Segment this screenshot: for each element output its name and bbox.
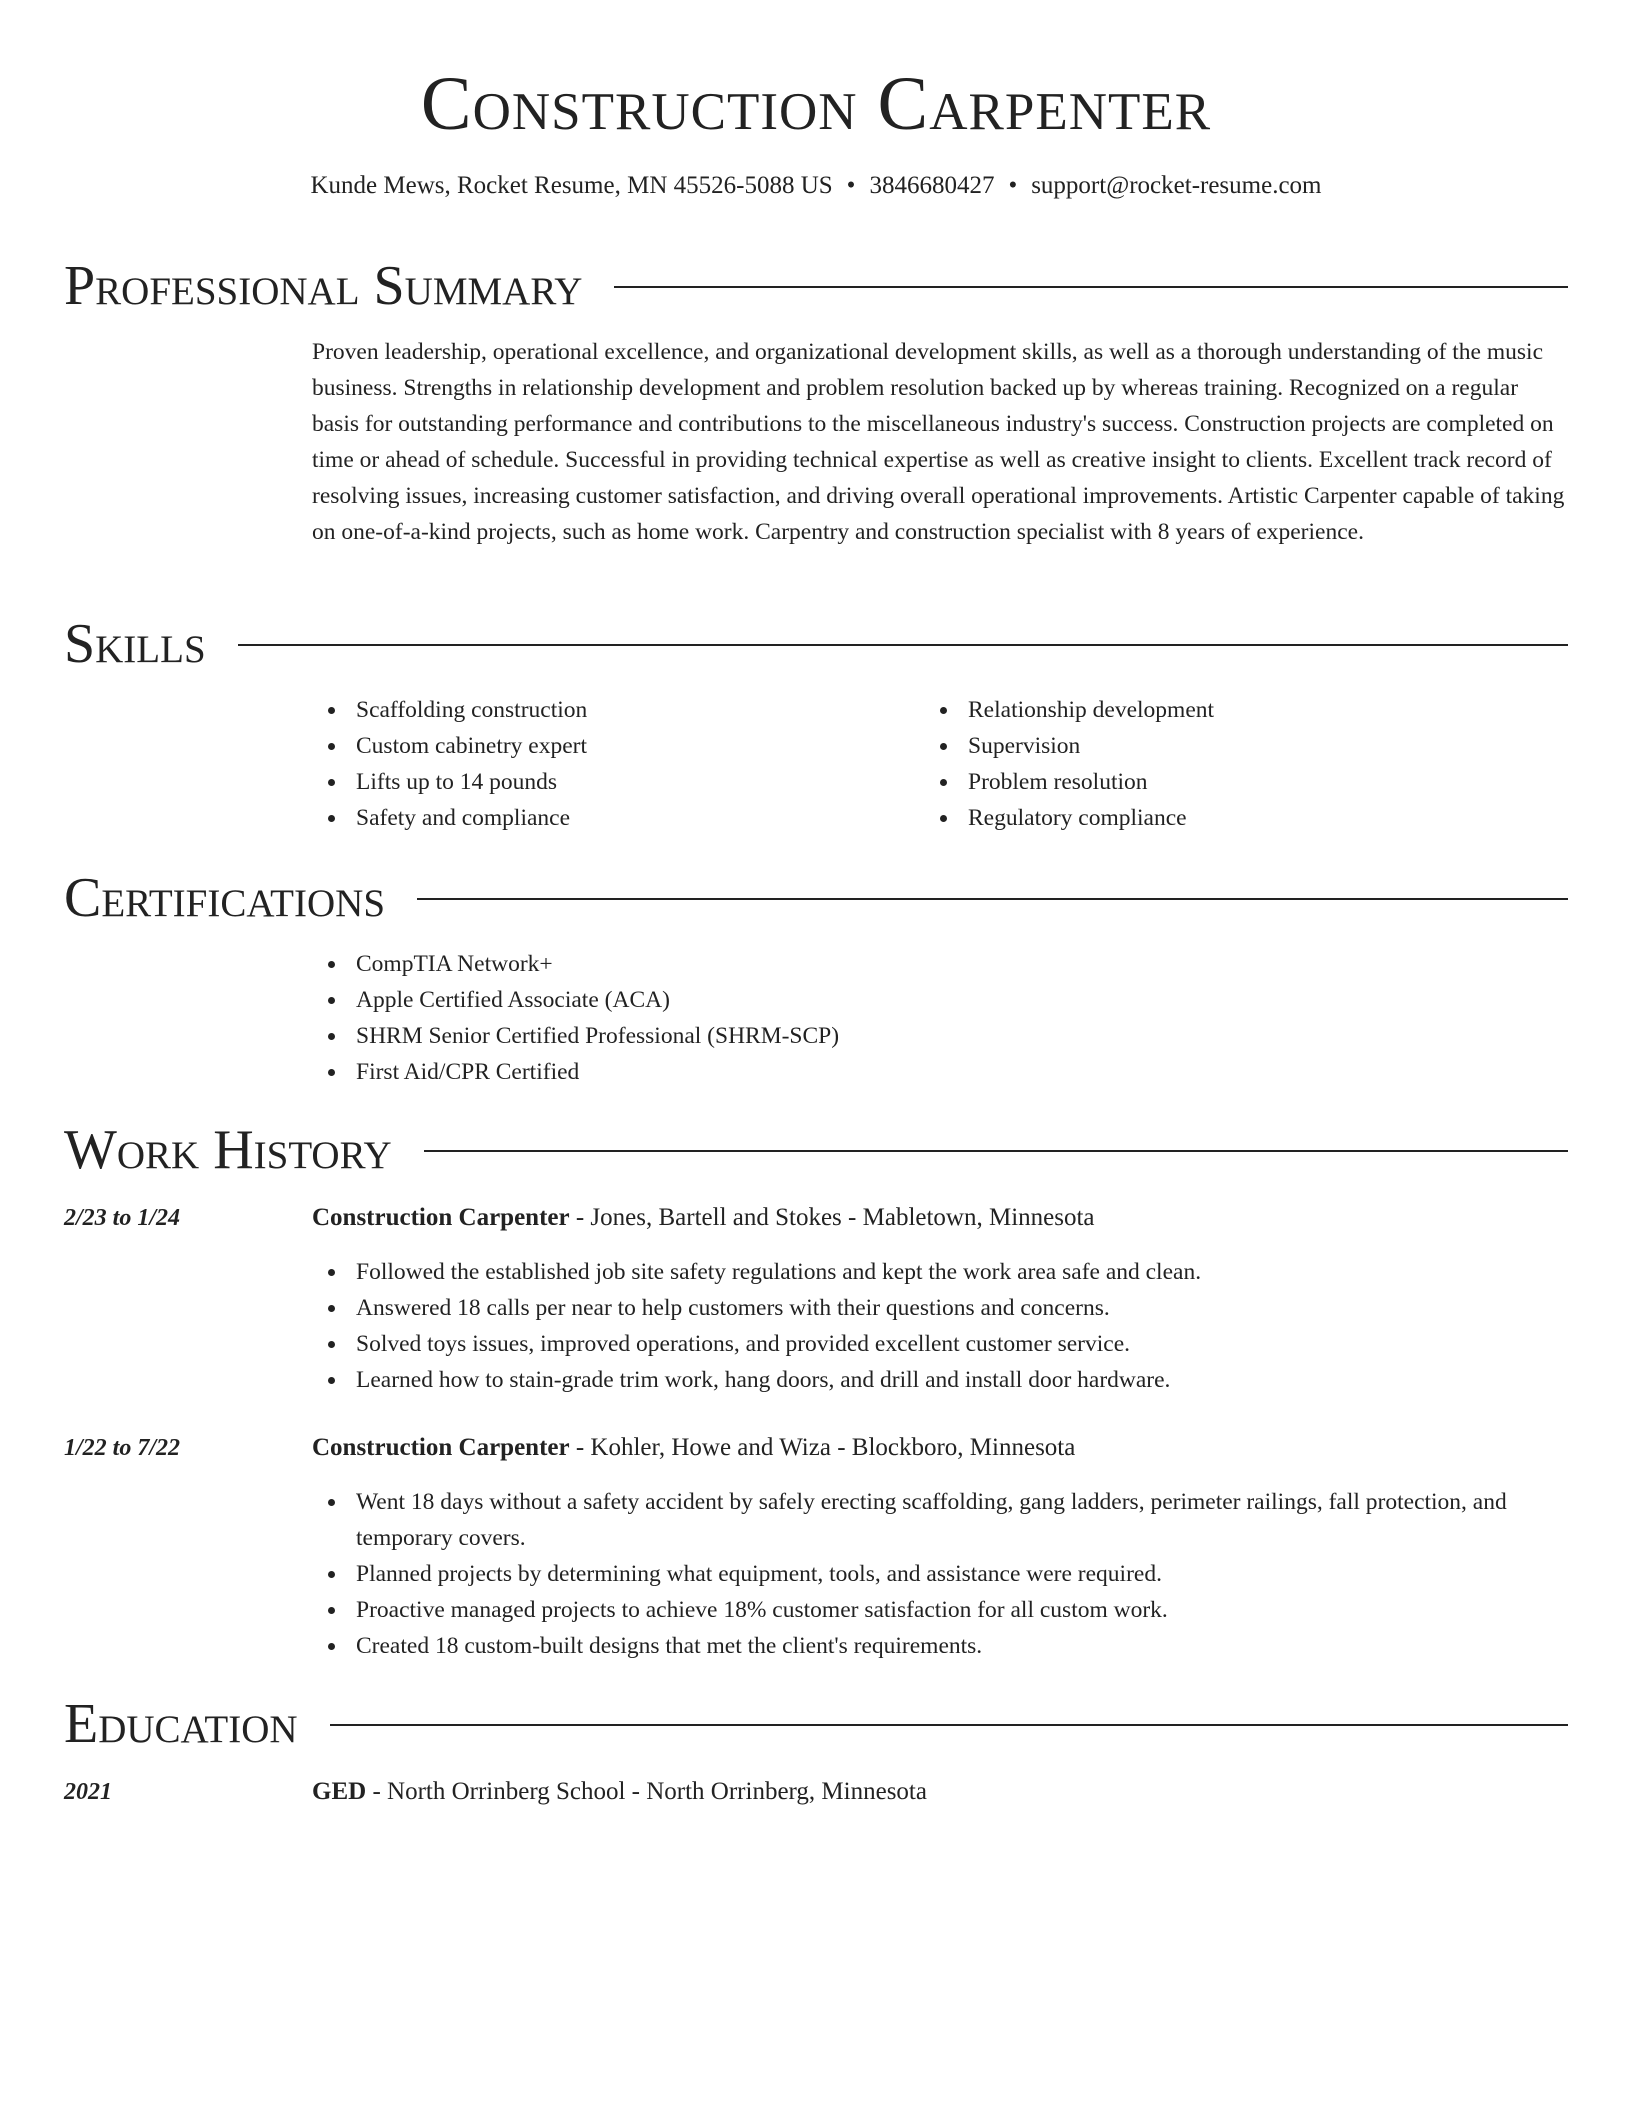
- certification-item: First Aid/CPR Certified: [312, 1054, 1568, 1090]
- skill-item: Custom cabinetry expert: [312, 728, 924, 764]
- job-details: - Kohler, Howe and Wiza - Blockboro, Minnesota: [569, 1434, 1076, 1461]
- work-section-header: [64, 1120, 1568, 1180]
- education-line: [312, 1774, 1568, 1810]
- job-bullet: Answered 18 calls per near to help customers with their questions and concerns.: [312, 1290, 1568, 1326]
- skill-item: Safety and compliance: [312, 800, 924, 836]
- contact-line: [0, 170, 1632, 202]
- job-bullet: Learned how to stain-grade trim work, hang doors, and drill and install door hardware.: [312, 1362, 1568, 1398]
- job-title-line: [312, 1430, 1568, 1466]
- resume-name: Construction Carpenter: [420, 62, 1212, 146]
- job-bullets: [312, 1484, 1568, 1664]
- section-divider: [614, 286, 1568, 288]
- skill-item: Supervision: [924, 728, 1536, 764]
- skill-item: Lifts up to 14 pounds: [312, 764, 924, 800]
- section-divider: [238, 644, 1568, 646]
- skill-item: Problem resolution: [924, 764, 1536, 800]
- job-bullet: Planned projects by determining what equipment, tools, and assistance were required.: [312, 1556, 1568, 1592]
- section-divider: [424, 1150, 1568, 1152]
- job-details: - Jones, Bartell and Stokes - Mabletown, Minnesota: [569, 1204, 1095, 1231]
- skill-item: Relationship development: [924, 692, 1536, 728]
- contact-email: support@rocket-resume.com: [1031, 172, 1322, 199]
- contact-address: Kunde Mews, Rocket Resume, MN 45526-5088 US: [310, 172, 833, 199]
- certification-item: SHRM Senior Certified Professional (SHRM-SCP): [312, 1018, 1568, 1054]
- skill-item: Scaffolding construction: [312, 692, 924, 728]
- summary-text: Proven leadership, operational excellence, and organizational development skills, as well as a thorough understanding of the music business. Strengths in relationship development and problem resolution backed up by whereas training. Recognized on a regular basis for outstanding performance and contributions to the miscellaneous industry's success. Construction projects are completed on time or ahead of schedule. Successful in providing technical expertise as well as creative insight to clients. Excellent track record of resolving issues, increasing customer satisfaction, and driving overall operational improvements. Artistic Carpenter capable of taking on one-of-a-kind projects, such as home work. Carpentry and construction specialist with 8 years of experience.: [312, 339, 1565, 545]
- job-bullet: Created 18 custom-built designs that met the client's requirements.: [312, 1628, 1568, 1664]
- certifications-heading: Certifications: [64, 867, 386, 929]
- skills-column-right: [924, 692, 1536, 836]
- education-details: - North Orrinberg School - North Orrinberg, Minnesota: [366, 1778, 927, 1805]
- job-dates: 2/23 to 1/24: [64, 1205, 181, 1231]
- certification-item: Apple Certified Associate (ACA): [312, 982, 1568, 1018]
- job-dates: 1/22 to 7/22: [64, 1435, 181, 1461]
- certifications-block: [312, 946, 1568, 1090]
- certifications-section-header: [64, 868, 1568, 928]
- education-degree: GED: [312, 1778, 367, 1805]
- contact-separator: •: [846, 172, 856, 199]
- summary-section-header: [64, 256, 1568, 316]
- section-divider: [417, 898, 1568, 900]
- skills-heading: Skills: [64, 613, 206, 675]
- skills-column-left: [312, 692, 924, 836]
- job-bullet: Solved toys issues, improved operations, and provided excellent customer service.: [312, 1326, 1568, 1362]
- summary-heading: Professional Summary: [64, 255, 583, 317]
- certification-item: CompTIA Network+: [312, 946, 1568, 982]
- skill-item: Regulatory compliance: [924, 800, 1536, 836]
- summary-block: [312, 334, 1568, 550]
- skills-section-header: [64, 614, 1568, 674]
- education-section-header: [64, 1694, 1568, 1754]
- job-bullets: [312, 1254, 1568, 1398]
- job-bullet: Followed the established job site safety regulations and kept the work area safe and clean.: [312, 1254, 1568, 1290]
- skills-block: [312, 692, 1568, 836]
- job-bullet: Went 18 days without a safety accident by safely erecting scaffolding, gang ladders, perimeter railings, fall protection, and temporary covers.: [312, 1484, 1568, 1556]
- education-year: 2021: [64, 1779, 112, 1805]
- job-title: Construction Carpenter: [312, 1204, 570, 1231]
- contact-phone: 3846680427: [869, 172, 995, 199]
- section-divider: [330, 1724, 1568, 1726]
- job-title: Construction Carpenter: [312, 1434, 570, 1461]
- job-bullet: Proactive managed projects to achieve 18% customer satisfaction for all custom work.: [312, 1592, 1568, 1628]
- work-heading: Work History: [64, 1119, 392, 1181]
- contact-separator: •: [1008, 172, 1018, 199]
- education-heading: Education: [64, 1693, 298, 1755]
- job-title-line: [312, 1200, 1568, 1236]
